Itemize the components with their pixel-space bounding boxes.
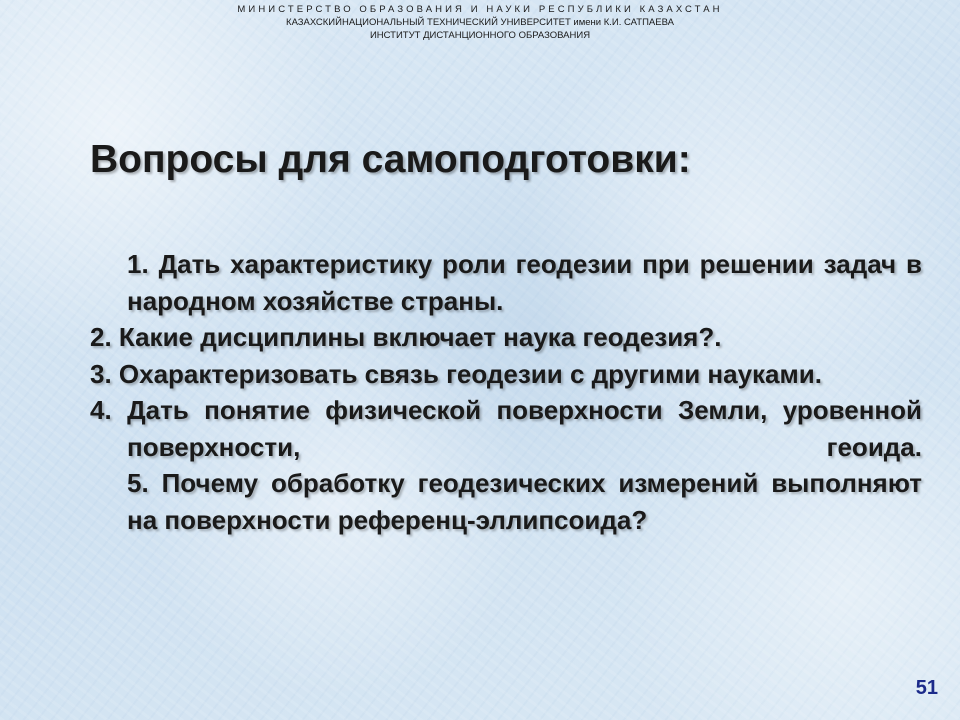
ministry-line: МИНИСТЕРСТВО ОБРАЗОВАНИЯ И НАУКИ РЕСПУБЛИКИ КАЗАХСТАН: [237, 4, 723, 15]
institute-line: ИНСТИТУТ ДИСТАНЦИОННОГО ОБРАЗОВАНИЯ: [369, 30, 591, 41]
question-item-3: 3. Охарактеризовать связь геодезии с другими науками.: [90, 358, 822, 389]
institution-header: [0, 3, 960, 42]
question-item-1: 1. Дать характеристику роли геодезии при решении задач в народном хозяйстве страны.: [127, 249, 922, 316]
questions-list: [90, 246, 922, 538]
question-item-4: 4. Дать понятие физической поверхности Земли, уровенной поверхности, геоида.: [90, 395, 922, 462]
question-item-2: 2. Какие дисциплины включает наука геодезия?.: [90, 322, 722, 352]
page-number: 51: [915, 677, 938, 699]
university-line: КАЗАХСКИЙНАЦИОНАЛЬНЫЙ ТЕХНИЧЕСКИЙ УНИВЕРСИТЕТ имени К.И. САТПАЕВА: [286, 17, 674, 28]
slide-title: Вопросы для самоподготовки:: [90, 138, 691, 181]
question-item-5: 5. Почему обработку геодезических измерений выполняют на поверхности референц-эллипсоида?: [127, 468, 922, 535]
